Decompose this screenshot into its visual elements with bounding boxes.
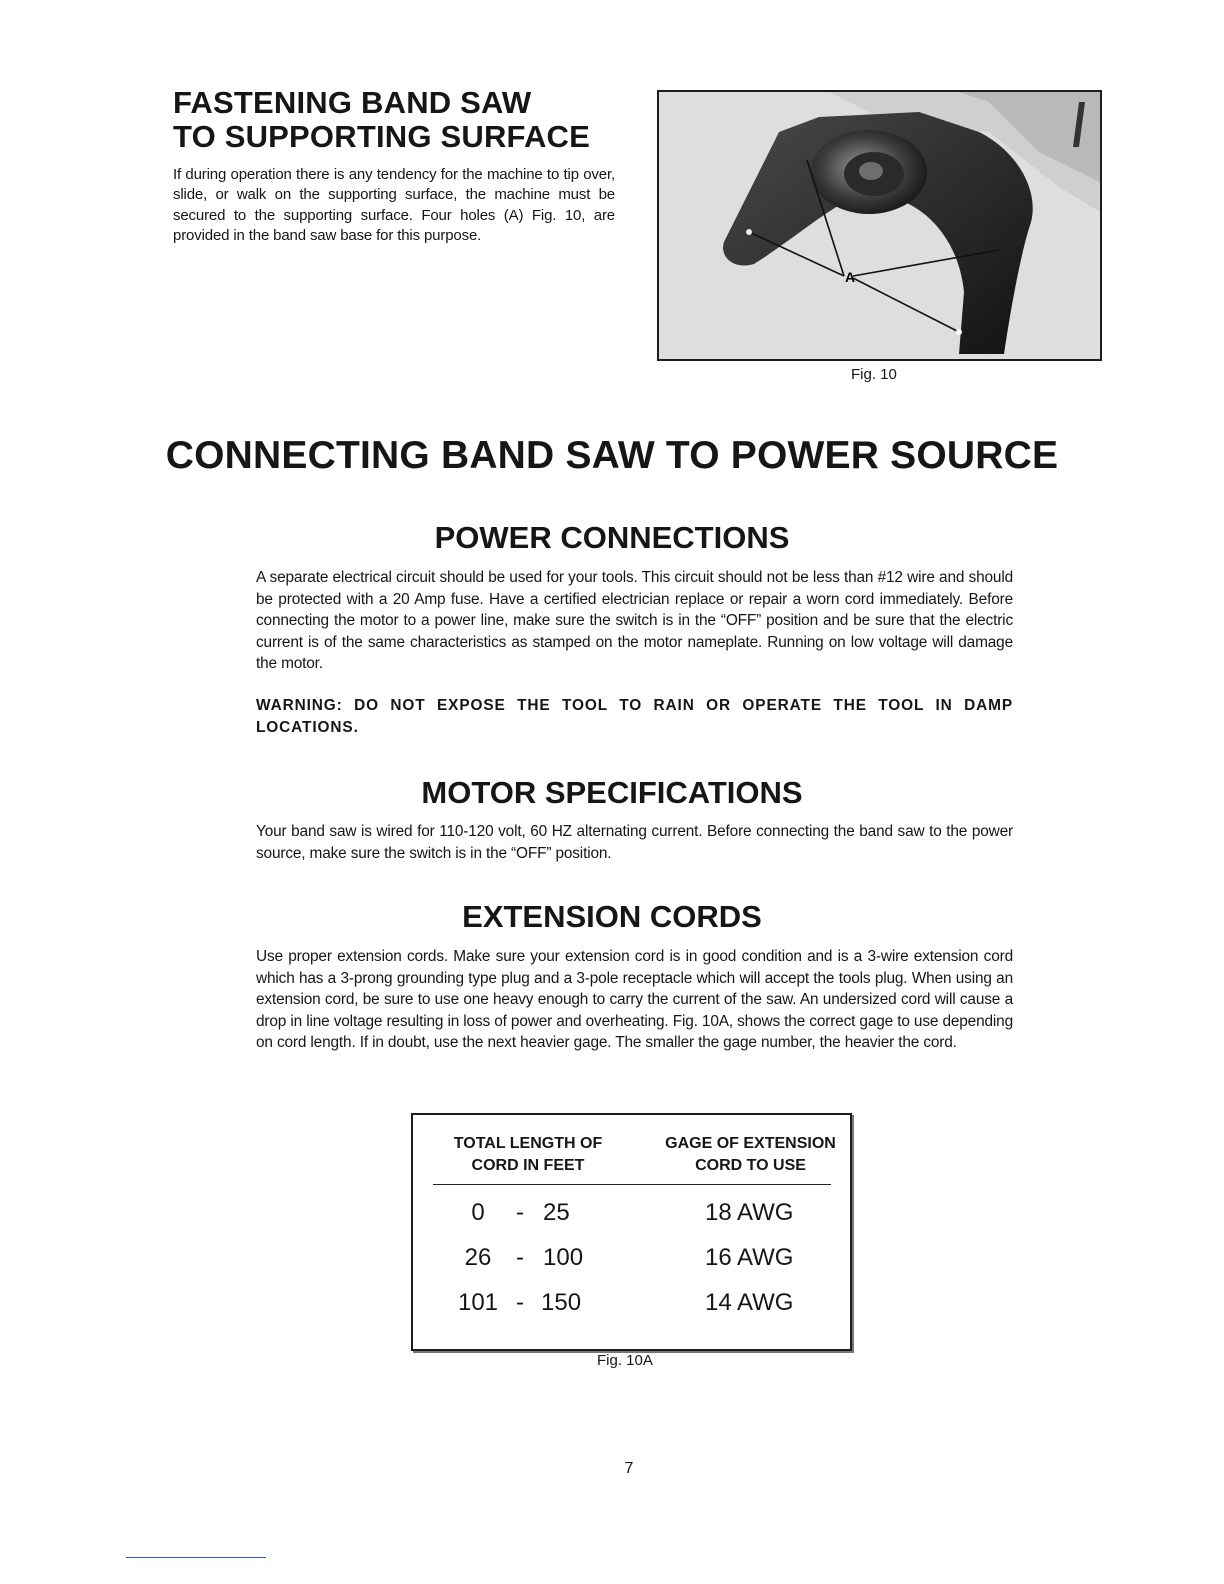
extension-cords-paragraph: Use proper extension cords. Make sure your extension cord is in good condition and is a 3-wire extension cord which has a 3-prong grounding type plug and a 3-pole receptacle which will accept the tools plug. When using an extension cord, be sure to use one heavy enough to carry the current of the saw. An undersized cord will cause a drop in line voltage resulting in loss of power and overheating. Fig. 10A, shows the correct gage to use depending on cord length. If in doubt, use the next heavier gage. The smaller the gage number, the heavier the cord. <box>256 948 1013 1052</box>
footer-rule <box>126 1557 266 1558</box>
motor-specifications-paragraph: Your band saw is wired for 110-120 volt, 60 HZ alternating current. Before connecting the band saw to the power source, make sure the switch is in the “OFF” position. <box>256 823 1013 862</box>
table-cell-to: 150 <box>541 1289 582 1316</box>
warning-text: WARNING: DO NOT EXPOSE THE TOOL TO RAIN OR OPERATE THE TOOL IN DAMP LOCATIONS. <box>256 697 1013 736</box>
table-cell-from: 0 <box>471 1199 485 1226</box>
band-saw-base-illustration <box>659 92 1100 359</box>
table-cell-to: 25 <box>543 1199 570 1226</box>
motor-specifications-title: MOTOR SPECIFICATIONS <box>421 775 803 810</box>
fastening-paragraph: If during operation there is any tendency for the machine to tip over, slide, or walk on the supporting surface, the machine must be secured to the supporting surface. Four holes (A) Fig. 10, are provided in the band saw base for this purpose. <box>173 166 615 244</box>
table-cell-dash: - <box>516 1199 524 1226</box>
table-header-length-line2: CORD IN FEET <box>471 1157 585 1174</box>
table-header-length <box>423 1133 633 1177</box>
table-header-length-line1: TOTAL LENGTH OF <box>453 1135 603 1152</box>
figure-10-caption: Fig. 10 <box>851 366 897 383</box>
power-connections-paragraph: A separate electrical circuit should be used for your tools. This circuit should not be less than #12 wire and should be protected with a 20 Amp fuse. Have a certified electrician replace or repair a worn cord immediately. Before connecting the motor to a power line, make sure the switch is in the “OFF” position and be sure that the electric current is of the same characteristics as stamped on the motor nameplate. Running on low voltage will damage the motor. <box>256 569 1013 673</box>
table-header-gage <box>653 1133 848 1177</box>
fastening-section <box>173 86 633 154</box>
table-cell-gage: 16 AWG <box>705 1244 794 1271</box>
table-cell-gage: 14 AWG <box>705 1289 794 1316</box>
table-cell-from: 101 <box>457 1289 499 1316</box>
callout-label-a: A <box>845 269 856 285</box>
table-cell-from: 26 <box>464 1244 492 1271</box>
fastening-title-line2: TO SUPPORTING SURFACE <box>173 119 591 154</box>
table-cell-gage: 18 AWG <box>705 1199 794 1226</box>
extension-cords-title: EXTENSION CORDS <box>462 899 762 934</box>
page-number: 7 <box>624 1460 634 1477</box>
power-connections-title: POWER CONNECTIONS <box>434 520 790 555</box>
table-header-gage-line2: CORD TO USE <box>695 1157 806 1174</box>
table-header-gage-line1: GAGE OF EXTENSION <box>665 1135 836 1152</box>
table-header-rule <box>433 1184 831 1185</box>
figure-10-photo <box>657 90 1102 361</box>
table-cell-dash: - <box>516 1244 524 1271</box>
fastening-title-line1: FASTENING BAND SAW <box>173 85 532 120</box>
table-cell-to: 100 <box>543 1244 584 1271</box>
figure-10a-caption: Fig. 10A <box>597 1352 653 1369</box>
connecting-title: CONNECTING BAND SAW TO POWER SOURCE <box>165 434 1059 477</box>
extension-cord-gage-table <box>411 1113 852 1351</box>
table-cell-dash: - <box>516 1289 524 1316</box>
